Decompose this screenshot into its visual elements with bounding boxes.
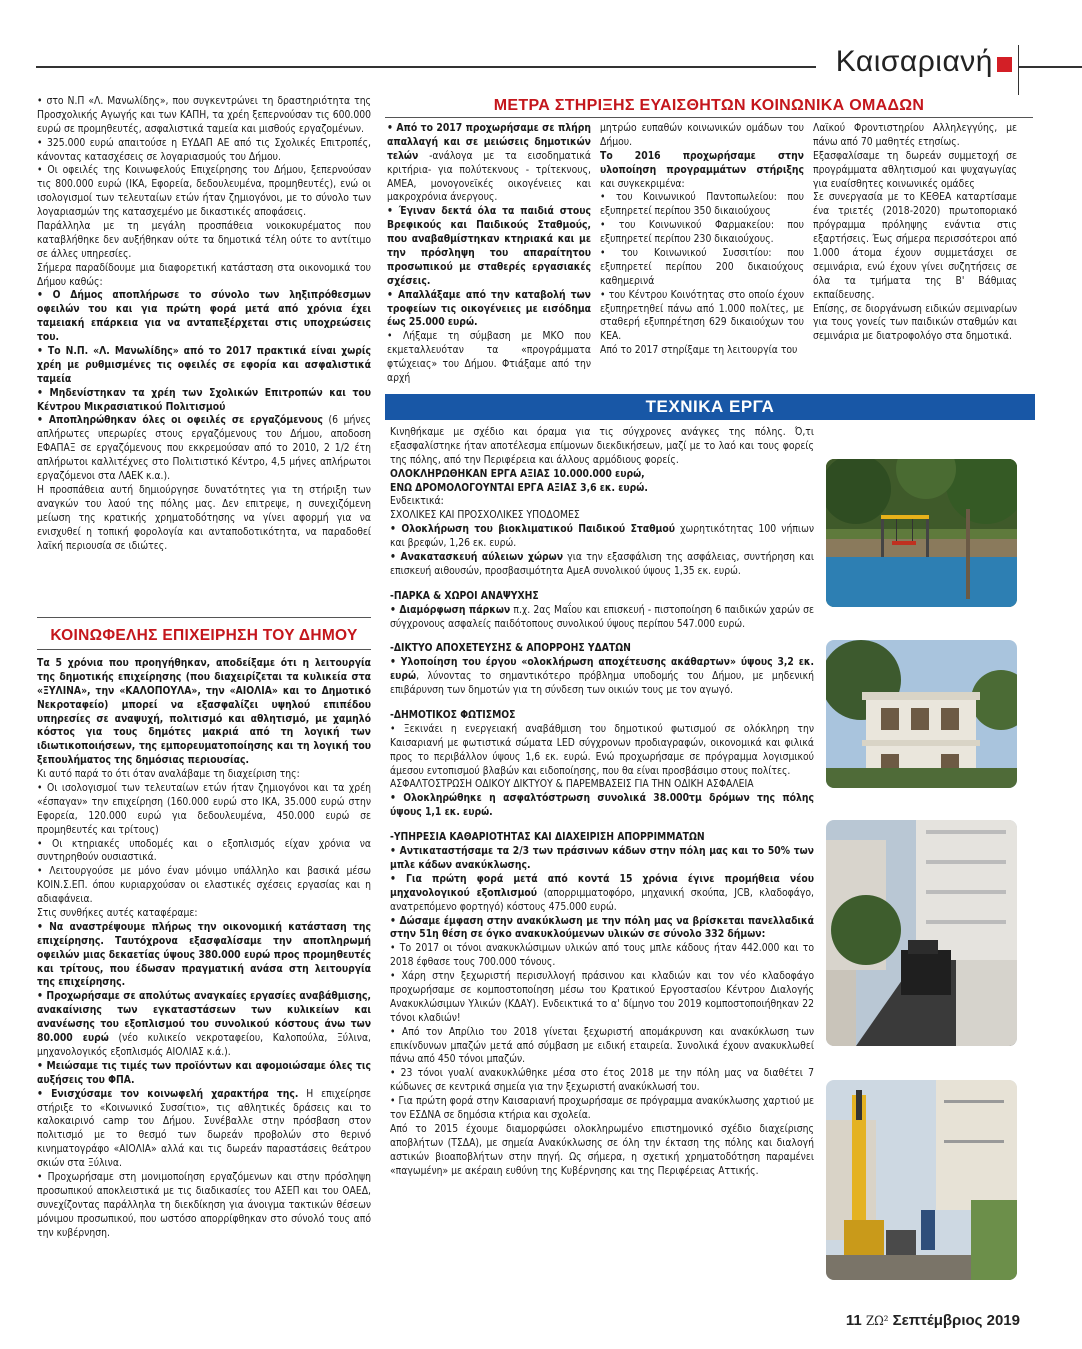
spacer bbox=[390, 631, 814, 642]
subheading: ΑΣΦΑΛΤΟΣΤΡΩΣΗ ΟΔΙΚΟΥ ΔΙΚΤΥΟΥ & ΠΑΡΕΜΒΑΣΕΙΣ ΓΙΑ ΤΗΝ ΟΔΙΚΗ ΑΣΦΑΛΕΙΑ bbox=[390, 778, 754, 791]
paragraph: • του Κέντρου Κοινότητας στο οποίο έχουν εξυπηρετηθεί πάνω από 1.000 πολίτες, με σταθερή εξυπηρέτηση 629 δικαιούχων του ΚΕΑ. bbox=[600, 288, 804, 343]
paragraph: Κι αυτό παρά το ότι όταν αναλάβαμε τη διαχείριση της: bbox=[37, 768, 300, 781]
paragraph bbox=[390, 523, 814, 551]
paragraph: Εξασφαλίσαμε τη δωρεάν συμμετοχή σε προγράμματα αθλητισμού και ψυχαγωγίας για ευαίσθητες κοινωνικές ομάδες bbox=[813, 149, 1017, 190]
kep-column bbox=[37, 657, 371, 1240]
paragraph: Τα 5 χρόνια που προηγήθηκαν, αποδείξαμε ότι η λειτουργία της δημοτικής επιχείρησης (που διαχειρίζεται τα κυλικεία στα «ΞΥΛΙΝΑ», την «ΚΑΛΟΠΟΥΛΑ», την «ΑΙΟΛΙΑ» και το Δημοτικό Νεκροταφείο) μπορεί να εξασφαλίζει υψηλού επιπέδου υπηρεσίες σε αναψυχή, πολιτισμό και αθλητισμό, με χαμηλό κόστος για τους δημότες μακριά από τη λογική των ιδιωτικοποιήσεων, της εμπορευματοποίησης και τη λογική του ξεπουλήματος της δημόσιας περιουσίας. bbox=[37, 657, 371, 767]
paragraph: • Δώσαμε έμφαση στην ανακύκλωση με την πόλη μας να βρίσκεται πανελλαδικά στην 51η θέση σε όγκο ανακυκλούμενων υλικών σε σύνολο 332 δήμων: bbox=[390, 914, 814, 941]
spacer bbox=[390, 579, 814, 590]
spacer bbox=[390, 820, 814, 831]
bold-lead: • Αποπληρώθηκαν όλες οι οφειλές σε εργαζόμενους bbox=[37, 414, 323, 427]
text: (νέο κυλικείο νεκροταφείου, Καλοπούλα, Ξύλινα, μηχανολογικός εξοπλισμός ΑΙΟΛΙΑΣ κ.ά.). bbox=[37, 1032, 371, 1058]
text: π.χ. 2ας Μαΐου και επισκευή - πιστοποίηση 6 παιδικών χαρών σε σύγχρονους ασφαλείς παιδότοπους συνολικού ύψους περίπου 547.000 ευρώ. bbox=[390, 603, 815, 630]
paragraph bbox=[37, 990, 371, 1059]
paragraph: • Από τον Απρίλιο του 2018 γίνεται ξεχωριστή απομάκρυνση και ανακύκλωση των επικίνδυνων μπαζών μετά από σύμβαση με ειδική εταιρεία. Συνολικά έχουν ανακυκλωθεί πάνω από 450 τόνοι μπαζών. bbox=[390, 1025, 814, 1066]
paragraph: Λαϊκού Φροντιστηρίου Αλληλεγγύης, με πάνω από 70 μαθητές ετησίως. bbox=[813, 122, 1017, 148]
paragraph: Στις συνθήκες αυτές καταφέραμε: bbox=[37, 907, 198, 920]
text: χωρητικότητας 100 νήπιων και βρεφών, 1,26 εκ. ευρώ. bbox=[390, 523, 814, 550]
paragraph: • Μειώσαμε τις τιμές των προϊόντων και αφομοιώσαμε όλες τις αυξήσεις του ΦΠΑ. bbox=[37, 1059, 371, 1086]
bold-lead: • Διαμόρφωση πάρκων bbox=[390, 603, 511, 616]
paragraph: • Απαλλάξαμε από την καταβολή των τροφείων τις οικογένειες με εισόδημα έως 25.000 ευρώ. bbox=[387, 288, 591, 329]
playground-photo bbox=[826, 459, 1017, 607]
paragraph: • 23 τόνοι γυαλί ανακυκλώθηκε μέσα στο έτος 2018 με την πόλη μας να διαθέτει 7 κώδωνες σε κεντρικά σημεία για την ξεχωριστή ανακύκλωσή του. bbox=[390, 1067, 814, 1094]
paragraph: Σε συνεργασία με το ΚΕΘΕΑ καταρτίσαμε ένα τριετές (2018-2020) πρωτοποριακό πρόγραμμα πρόληψης ενάντια στις εξαρτήσεις. Έως σήμερα περισσότεροι από 1.000 άτομα έχουν συμμετάσχει σε σεμινάρια, ενώ έχουν γίνει συζητήσεις σε όλα τα τμήματα της Β' Βάθμιας εκπαίδευσης. bbox=[813, 191, 1017, 301]
paragraph: • Έγιναν δεκτά όλα τα παιδιά στους Βρεφικούς και Παιδικούς Σταθμούς, που αναβαθμίστηκαν κτηριακά και με την πρόσληψη του απαραίτητου προσωπικού με σταθερές εργασιακές σχέσεις. bbox=[387, 205, 591, 287]
paragraph bbox=[387, 122, 591, 205]
paragraph: • Προχωρήσαμε στη μονιμοποίηση εργαζόμενων και στην πρόσληψη προσωπικού αποκλειστικά με τις διαδικασίες του ΑΣΕΠ και του ΟΑΕΔ, συνεχίζοντας παράλληλα τη διεκδίκηση για άνοιγμα τακτικών θέσεων μόνιμου προσωπικού, που ωστόσο απορρίφθηκαν στο σύνολό τους από την κυβέρνηση. bbox=[37, 1170, 371, 1239]
vuln-col-2 bbox=[600, 122, 804, 358]
paragraph: • Οι ισολογισμοί των τελευταίων ετών ήταν ζημιογόνοι και τα χρέη «έσπαγαν» την επιχείρηση (160.000 ευρώ στο ΙΚΑ, 35.000 ευρώ στην Εφορεία, 120.000 ευρώ για δεδουλευμένα, 450.000 ευρώ σε προμηθευτές και τρίτους) bbox=[37, 782, 371, 836]
paragraph: • Χάρη στην ξεχωριστή περισυλλογή πράσινου και κλαδιών και τον νέο κλαδοφάγο προχωρήσαμε σε κομποστοποίηση μέσω του Κρατικού Εργοστασίου Κέντρου Διαλογής Ανακυκλώσιμων Υλικών (ΚΔΑΥ). Ενδεικτικά το α' δίμηνο του 2019 κομποστοποιήθηκαν 22 τόνοι κλαδιών! bbox=[390, 970, 814, 1024]
section-title: Καισαριανή bbox=[835, 45, 993, 79]
text: για την εξασφάλιση της ασφάλειας, συντήρηση και επισκευή αιθουσών, προσβασιμότητα ΑμεΑ συνολικού ύψους 1,35 εκ. ευρώ. bbox=[390, 551, 814, 577]
text: -ανάλογα με τα εισοδηματικά κριτήρια- για πολύτεκνους - τρίτεκνους, ΑΜΕΑ, μονογονεϊκές οικογένειες και μακροχρόνια άνεργους. bbox=[387, 149, 591, 204]
bold-lead: • Για πρώτη φορά μετά από κοντά 15 χρόνια έγινε προμήθεια νέου μηχανολογικού εξοπλισμού bbox=[390, 872, 814, 899]
text: (απορριμματοφόρο, μηχανική σκούπα, JCB, κλαδοφάγο, ανατρεπόμενο φορτηγό) κόστους 475.000 ευρώ. bbox=[390, 886, 814, 913]
paragraph: • Λειτουργούσε με μόνο έναν μόνιμο υπάλληλο και βασικά μέσω ΚΟΙΝ.Σ.ΕΠ. όπου κυριαρχούσαν οι ελαστικές σχέσεις εργασίας και η αδιαφάνεια. bbox=[37, 865, 371, 906]
vuln-col-1 bbox=[387, 122, 591, 386]
bold-lead: • Ολοκλήρωση του βιοκλιματικού Παιδικού Σταθμού bbox=[390, 523, 675, 536]
paragraph: Ενδεικτικά: bbox=[390, 495, 444, 508]
paragraph: • Λήξαμε τη σύμβαση με ΜΚΟ που εκμεταλλευόταν τα «προγράμματα φτώχειας» του Δήμου. Φτιάξαμε από την αρχή bbox=[387, 330, 591, 385]
paragraph: • Αντικαταστήσαμε τα 2/3 των πράσινων κάδων στην πόλη μας και το 50% των μπλε κάδων ανακύκλωσης. bbox=[390, 845, 814, 871]
paragraph: • Οι κτηριακές υποδομές και ο εξοπλισμός είχαν χρόνια να συντηρηθούν ουσιαστικά. bbox=[37, 837, 371, 864]
bold-lead: Το 2016 προχωρήσαμε στην υλοποίηση προγραμμάτων στήριξης bbox=[600, 149, 804, 176]
text: (6 μήνες απλήρωτες υπερωρίες στους εργαζόμενους του Δήμου, αποδοση ΕΦΑΠΑΞ σε εργαζόμενους που εκκρεμούσαν από το 2010, 2 1/2 έτη απλήρωτοι καλλιτέχνες στο Πολιτιστικό Κέντρο, 4,5 μήνες απλήρωτοι εργαζόμενοι στα ΛΑΕΚ κ.α.). bbox=[37, 414, 371, 483]
rule bbox=[385, 117, 1033, 118]
bold-lead: • Ενισχύσαμε τον κοινωφελή χαρακτήρα της. bbox=[37, 1087, 299, 1100]
text: και συγκεκριμένα: bbox=[600, 177, 685, 190]
vuln-col-3 bbox=[813, 122, 1017, 344]
subheading: -ΥΠΗΡΕΣΙΑ ΚΑΘΑΡΙΟΤΗΤΑΣ ΚΑΙ ΔΙΑΧΕΙΡΙΣΗ ΑΠΟΡΡΙΜΜΑΤΩΝ bbox=[390, 831, 705, 844]
paragraph bbox=[390, 873, 814, 915]
paragraph: ΕΝΩ ΔΡΟΜΟΛΟΓΟΥΝΤΑΙ ΕΡΓΑ ΑΞΙΑΣ 3,6 εκ. ευρώ. bbox=[390, 481, 648, 494]
magazine-logo: ΖΩ² bbox=[865, 1314, 889, 1329]
paragraph: • 325.000 ευρώ απαιτούσε η ΕΥΔΑΠ ΑΕ από τις Σχολικές Επιτροπές, κάνοντας κατασχέσεις σε λογαριασμούς του Δήμου. bbox=[37, 136, 371, 163]
bold-lead: • Ανακατασκευή αύλειων χώρων bbox=[390, 551, 563, 564]
paragraph: ΟΛΟΚΛΗΡΩΘΗΚΑΝ ΕΡΓΑ ΑΞΙΑΣ 10.000.000 ευρώ, bbox=[390, 467, 645, 480]
paragraph: • Ξεκινάει η ενεργειακή αναβάθμιση του δημοτικού φωτισμού σε ολόκληρη την Καισαριανή με φωτιστικά σώματα LED σύγχρονων προδιαγραφών, οικονομικά και φιλικά προς το περιβάλλον ύψους 1,6 εκ. ευρώ. Ενώ προχωρήσαμε σε πρόγραμμα λογισμικού άμεσου εντοπισμού βλαβών και ειδοποίησης, που θα είναι προσβάσιμο στους πολίτες. bbox=[390, 722, 814, 777]
school-building-photo bbox=[826, 640, 1017, 788]
paragraph: Από το 2017 στηρίξαμε τη λειτουργία του bbox=[600, 344, 798, 357]
left-column bbox=[37, 95, 371, 553]
bold-lead: • Υλοποίηση του έργου «ολοκλήρωση αποχέτευσης ακάθαρτων» ύψους 3,2 εκ. ευρώ bbox=[390, 656, 814, 683]
paragraph: • Οι οφειλές της Κοινωφελούς Επιχείρησης του Δήμου, ξεπερνούσαν τις 800.000 ευρώ (ΙΚΑ, Εφορεία, δεδουλευμένα, προμηθευτές), ενώ οι ισολογισμοί των τελευταίων ετών ήταν ζημιογόνοι, με το σύνολο των λογαριασμών της κατασχεμένο με δικαστικές αποφάσεις. bbox=[37, 164, 371, 219]
paragraph: • του Κοινωνικού Συσσιτίου: που εξυπηρετεί περίπου 200 δικαιούχους καθημερινά bbox=[600, 247, 804, 287]
kep-title: ΚΟΙΝΩΦΕΛΗΣ ΕΠΙΧΕΙΡΗΣΗ ΤΟΥ ΔΗΜΟΥ bbox=[50, 627, 358, 644]
text: Η επιχείρησε στήριξε το «Κοινωνικό Συσσίτιο», τις αθλητικές δράσεις και το καλοκαιρινό camp του Δήμου. Συνέβαλλε στην πρόσβαση στον πολιτισμό με το θεσμό των δωρεάν προβολών στο θερινό κινηματογράφο «ΑΙΟΛΙΑ» αλλά και τις δωρεάν παραστάσεις θεάτρου σκιών στα Ξύλινα. bbox=[37, 1087, 371, 1170]
rule bbox=[37, 617, 371, 618]
paragraph: • Ολοκληρώθηκε η ασφαλτόστρωση συνολικά 38.000τμ δρόμων της πόλης ύψους 1,1 εκ. ευρώ. bbox=[390, 792, 814, 819]
subheading: -ΠΑΡΚΑ & ΧΩΡΟΙ ΑΝΑΨΥΧΗΣ bbox=[390, 589, 539, 602]
paragraph: Επίσης, σε διοργάνωση ειδικών σεμιναρίων για τους γονείς των παιδικών σταθμών και σεμινάρια με διατροφολόγο στα δημοτικά. bbox=[813, 302, 1017, 343]
paragraph bbox=[390, 604, 814, 632]
paragraph: μητρώο ευπαθών κοινωνικών ομάδων του Δήμου. bbox=[600, 122, 804, 148]
bold-lead: • Από το 2017 προχωρήσαμε σε πλήρη απαλλαγή και σε μειώσεις δημοτικών τελών bbox=[387, 122, 591, 162]
subheading: -ΔΙΚΤΥΟ ΑΠΟΧΕΤΕΥΣΗΣ & ΑΠΟΡΡΟΗΣ ΥΔΑΤΩΝ bbox=[390, 642, 631, 655]
text: , λύνοντας το σημαντικότερο πρόβλημα υποδομής του Δήμου, με μηδενική επιβάρυνση των δημοτών για τη σύνδεση των οικιών τους με τον αγωγό. bbox=[390, 670, 814, 697]
paragraph: Από το 2015 έχουμε διαμορφώσει ολοκληρωμένο επιστημονικό σχέδιο διαχείρισης αποβλήτων (ΤΣΔΑ), με σημεία Ανακύκλωσης σε όλη την έκταση της πόλης και διαλογή αστικών βιοαποβλήτων στην πηγή. Ως σήμερα, η σχετική χρηματοδότηση παραμένει «παγωμένη» με ακέραιη ευθύνη της Κυβέρνησης και της Περιφέρειας Αττικής. bbox=[390, 1122, 814, 1177]
subheading: -ΔΗΜΟΤΙΚΟΣ ΦΩΤΙΣΜΟΣ bbox=[390, 709, 516, 722]
paragraph: Παράλληλα με τη μεγάλη προσπάθεια νοικοκυρέματος που καταβλήθηκε δεν αυξήθηκαν ούτε τα δημοτικά τέλη ούτε το αντίτιμο σε άλλες υπηρεσίες. bbox=[37, 220, 371, 260]
paragraph: Κινηθήκαμε με σχέδιο και όραμα για τις σύγχρονες ανάγκες της πόλης. Ό,τι εξασφαλίστηκε ήταν αποτέλεσμα επίμονων διεκδικήσεων, μαζί με το λαό και τους φορείς της πόλης, από την Περιφέρεια και άλλους αρμόδιους φορείς. bbox=[390, 426, 814, 466]
vuln-title: ΜΕΤΡΑ ΣΤΗΡΙΞΗΣ ΕΥΑΙΣΘΗΤΩΝ ΚΟΙΝΩΝΙΚΑ ΟΜΑΔΩΝ bbox=[493, 97, 925, 114]
paragraph bbox=[390, 551, 814, 579]
bold-lead: • Προχωρήσαμε σε απολύτως αναγκαίες εργασίες αναβάθμισης, ανακαίνισης των εγκαταστάσεων των κυλικείων και ανανέωσης του εξοπλισμού του συνολικού κόστους άνω των 80.000 ευρώ bbox=[37, 990, 371, 1045]
road-asphalt-photo bbox=[826, 820, 1017, 1046]
section-header bbox=[816, 40, 1018, 85]
paragraph: • Μηδενίστηκαν τα χρέη των Σχολικών Επιτροπών και του Κέντρου Μικρασιατικού Πολιτισμού bbox=[37, 386, 371, 413]
red-square-icon bbox=[997, 57, 1012, 72]
paragraph bbox=[37, 414, 371, 483]
works-band: ΤΕΧΝΙΚΑ ΕΡΓΑ bbox=[385, 394, 1035, 420]
paragraph: Σήμερα παραδίδουμε μια διαφορετική κατάσταση στα οικονομικά του Δήμου καθώς: bbox=[37, 261, 371, 288]
paragraph: • του Κοινωνικού Φαρμακείου: που εξυπηρετεί περίπου 230 δικαιούχους. bbox=[600, 219, 804, 246]
rule bbox=[37, 649, 371, 650]
drilling-works-photo bbox=[826, 1080, 1017, 1280]
spacer bbox=[390, 698, 814, 709]
paragraph: • του Κοινωνικού Παντοπωλείου: που εξυπηρετεί περίπου 350 δικαιούχους bbox=[600, 191, 804, 218]
paragraph: • Για πρώτη φορά στην Καισαριανή προχωρήσαμε σε πρόγραμμα ανακύκλωσης χαρτιού με τον ΕΣΔΝΑ σε δημόσια κτήρια και σχολεία. bbox=[390, 1095, 814, 1121]
works-column bbox=[390, 426, 814, 1178]
page-number: 11 bbox=[845, 1312, 862, 1329]
paragraph: • Ο Δήμος αποπλήρωσε το σύνολο των ληξιπρόθεσμων οφειλών του και για πρώτη φορά μετά από χρόνια έχει ταμειακή επάρκεια για να ανταπεξέρχεται στις υποχρεώσεις του. bbox=[37, 289, 371, 344]
paragraph bbox=[600, 150, 804, 192]
subheading: ΣΧΟΛΙΚΕΣ ΚΑΙ ΠΡΟΣΧΟΛΙΚΕΣ ΥΠΟΔΟΜΕΣ bbox=[390, 509, 580, 522]
paragraph bbox=[390, 656, 814, 698]
paragraph: Η προσπάθεια αυτή δημιούργησε δυνατότητες για τη στήριξη των αναγκών του λαού της πόλης μας. Δεν επιτρεψε, η συνεχιζόμενη μείωση της κρατικής χρηματοδότησης να γίνει αφορμή για να ενισχυθεί η τοπική φορολογία και ανταποδοτικότητα, να παραδοθεί λαϊκή περιουσία σε ιδιώτες. bbox=[37, 483, 371, 552]
paragraph: • στο Ν.Π «Λ. Μανωλίδης», που συγκεντρώνει τη δραστηριότητα της Προσχολικής Αγωγής και των ΚΑΠΗ, τα χρέη ξεπερνούσαν τις 600.000 ευρώ σε προμηθευτές, ασφαλιστικά ταμεία και μισθούς εργαζομένων. bbox=[37, 95, 371, 135]
issue-date: Σεπτέμβριος 2019 bbox=[892, 1312, 1020, 1329]
paragraph: • Το 2017 οι τόνοι ανακυκλώσιμων υλικών από τους μπλε κάδους ήταν 442.000 και το 2018 έφθασε τους 700.000 τόνους. bbox=[390, 942, 814, 969]
paragraph bbox=[37, 1088, 371, 1171]
page-footer bbox=[846, 1311, 1020, 1331]
paragraph: • Το Ν.Π. «Λ. Μανωλίδης» από το 2017 πρακτικά είναι χωρίς χρέη με ρυθμισμένες τις οφειλές σε εφορία και ασφαλιστικά ταμεία bbox=[37, 345, 371, 385]
paragraph: • Να αναστρέψουμε πλήρως την οικονομική κατάσταση της επιχείρησης. Ταυτόχρονα εξασφαλίσαμε την αποπληρωμή οφειλών μιας δεκαετίας ύψους 380.000 ευρώ προς προμηθευτές και τρίτους, που έδωσαν πραγματική ανάσα στη λειτουργία της επιχείρησης. bbox=[37, 920, 371, 989]
